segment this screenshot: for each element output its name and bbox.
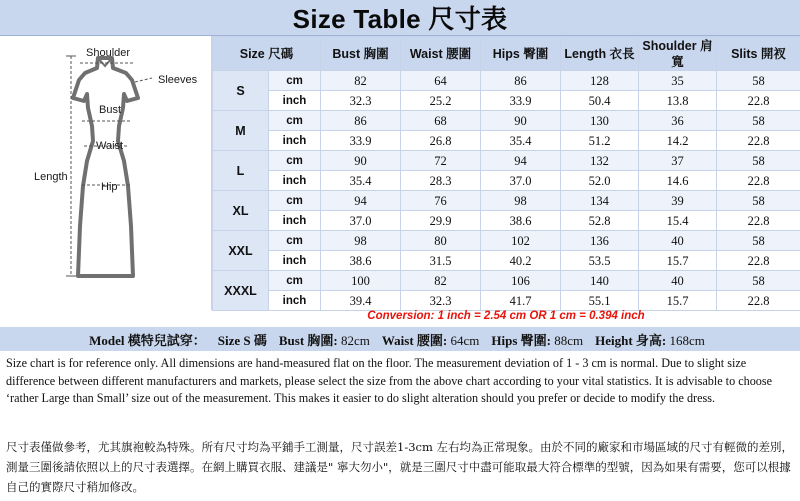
table-cell: 38.6 <box>481 211 561 231</box>
table-cell: 15.4 <box>639 211 717 231</box>
table-cell: 64 <box>401 71 481 91</box>
table-row <box>213 231 800 251</box>
table-cell: 86 <box>321 111 401 131</box>
english-note: Size chart is for reference only. All dimensions are hand-measured flat on the floor. The measurement deviation of 1 - 3 cm is normal. Due to slight size difference between different manufacturers and markets, please select the size from the above chart according to your vital statistics. It is advisable to choose ‘rather Large than Small’ size out of the measurement. This makes it easier to do slight alteration should you prefer or decide to modify the dress. <box>6 356 773 405</box>
diagram-label-waist: Waist <box>96 140 124 152</box>
table-cell: 50.4 <box>561 91 639 111</box>
table-cell: 40 <box>639 231 717 251</box>
table-row <box>213 251 800 271</box>
table-cell: 25.2 <box>401 91 481 111</box>
table-cell: 28.3 <box>401 171 481 191</box>
size-label: S <box>213 71 269 111</box>
table-cell: 33.9 <box>321 131 401 151</box>
table-row <box>213 191 800 211</box>
unit-inch: inch <box>269 131 321 151</box>
table-cell: 51.2 <box>561 131 639 151</box>
header-shoulder: Shoulder 肩寬 <box>639 37 717 71</box>
table-cell: 134 <box>561 191 639 211</box>
unit-inch: inch <box>269 211 321 231</box>
table-cell: 40 <box>639 271 717 291</box>
table-cell: 22.8 <box>717 291 800 311</box>
table-cell: 22.8 <box>717 131 800 151</box>
table-cell: 58 <box>717 271 800 291</box>
conversion-note: Conversion: 1 inch = 2.54 cm OR 1 cm = 0.394 inch <box>367 310 645 322</box>
table-cell: 94 <box>481 151 561 171</box>
header-waist: Waist 腰圍 <box>401 37 481 71</box>
table-row <box>213 151 800 171</box>
unit-cm: cm <box>269 191 321 211</box>
table-cell: 37 <box>639 151 717 171</box>
model-info-bar <box>0 327 800 351</box>
table-cell: 82 <box>321 71 401 91</box>
unit-cm: cm <box>269 71 321 91</box>
table-cell: 35 <box>639 71 717 91</box>
table-cell: 15.7 <box>639 251 717 271</box>
table-cell: 100 <box>321 271 401 291</box>
model-size: Size S 碼 <box>217 332 267 348</box>
title-bar <box>0 0 800 36</box>
table-cell: 41.7 <box>481 291 561 311</box>
unit-inch: inch <box>269 291 321 311</box>
table-cell: 22.8 <box>717 171 800 191</box>
table-cell: 32.3 <box>321 91 401 111</box>
table-row <box>213 91 800 111</box>
header-bust: Bust 胸圍 <box>321 37 401 71</box>
table-cell: 102 <box>481 231 561 251</box>
table-row <box>213 291 800 311</box>
table-row <box>213 71 800 91</box>
table-cell: 22.8 <box>717 91 800 111</box>
size-table <box>212 36 800 311</box>
table-cell: 26.8 <box>401 131 481 151</box>
table-cell: 58 <box>717 191 800 211</box>
diagram-label-hip: Hip <box>101 181 118 193</box>
table-cell: 58 <box>717 111 800 131</box>
table-cell: 39.4 <box>321 291 401 311</box>
table-cell: 32.3 <box>401 291 481 311</box>
model-hips: Hips 臀圍: 88cm <box>491 332 584 348</box>
table-cell: 35.4 <box>321 171 401 191</box>
table-cell: 136 <box>561 231 639 251</box>
table-cell: 76 <box>401 191 481 211</box>
diagram-label-sleeves: Sleeves <box>158 74 198 86</box>
table-cell: 15.7 <box>639 291 717 311</box>
table-cell: 31.5 <box>401 251 481 271</box>
table-cell: 22.8 <box>717 211 800 231</box>
table-cell: 52.0 <box>561 171 639 191</box>
diagram-label-bust: Bust <box>99 104 122 116</box>
table-cell: 72 <box>401 151 481 171</box>
header-size: Size 尺碼 <box>213 37 321 71</box>
table-cell: 13.8 <box>639 91 717 111</box>
size-label: XXXL <box>213 271 269 311</box>
page-title: Size Table 尺寸表 <box>292 4 508 34</box>
table-cell: 14.6 <box>639 171 717 191</box>
table-cell: 86 <box>481 71 561 91</box>
table-row <box>213 211 800 231</box>
header-hips: Hips 臀圍 <box>481 37 561 71</box>
table-cell: 140 <box>561 271 639 291</box>
table-cell: 53.5 <box>561 251 639 271</box>
table-cell: 98 <box>321 231 401 251</box>
table-cell: 58 <box>717 231 800 251</box>
table-cell: 98 <box>481 191 561 211</box>
table-cell: 106 <box>481 271 561 291</box>
table-cell: 52.8 <box>561 211 639 231</box>
model-waist: Waist 腰圍: 64cm <box>381 332 480 348</box>
table-cell: 90 <box>321 151 401 171</box>
table-cell: 33.9 <box>481 91 561 111</box>
table-cell: 94 <box>321 191 401 211</box>
unit-cm: cm <box>269 151 321 171</box>
table-cell: 40.2 <box>481 251 561 271</box>
table-cell: 35.4 <box>481 131 561 151</box>
header-slits: Slits 開衩 <box>717 37 800 71</box>
size-label: XXL <box>213 231 269 271</box>
diagram-label-shoulder: Shoulder <box>86 47 131 59</box>
size-label: L <box>213 151 269 191</box>
dress-diagram <box>0 36 212 310</box>
table-cell: 38.6 <box>321 251 401 271</box>
table-header-row <box>213 37 800 71</box>
table-cell: 132 <box>561 151 639 171</box>
table-row <box>213 271 800 291</box>
table-cell: 128 <box>561 71 639 91</box>
model-height: Height 身高: 168cm <box>595 332 705 348</box>
model-bust: Bust 胸圍: 82cm <box>278 332 370 348</box>
table-cell: 22.8 <box>717 251 800 271</box>
model-label: Model 模特兒試穿： <box>89 332 206 348</box>
size-label: XL <box>213 191 269 231</box>
table-cell: 36 <box>639 111 717 131</box>
table-cell: 58 <box>717 151 800 171</box>
table-cell: 29.9 <box>401 211 481 231</box>
table-cell: 80 <box>401 231 481 251</box>
table-cell: 130 <box>561 111 639 131</box>
table-cell: 39 <box>639 191 717 211</box>
unit-inch: inch <box>269 171 321 191</box>
chinese-note: 尺寸表僅做參考，尤其旗袍較為特殊。所有尺寸均為平鋪手工測量，尺寸誤差1-3cm 左右均為正常現象。由於不同的廠家和市場區域的尺寸有輕微的差別，測量三圍後請依照以上的尺寸表選擇。在網上購買衣服、建議是" 寧大勿小"，就是三圍尺寸中盡可能取最大符合標準的型號，因為如果有需要，您可以根據自己的實際尺寸稍加修改。 <box>6 440 794 494</box>
unit-cm: cm <box>269 271 321 291</box>
table-cell: 37.0 <box>321 211 401 231</box>
table-cell: 90 <box>481 111 561 131</box>
table-cell: 37.0 <box>481 171 561 191</box>
size-label: M <box>213 111 269 151</box>
diagram-label-length: Length <box>34 171 68 183</box>
table-cell: 58 <box>717 71 800 91</box>
unit-cm: cm <box>269 231 321 251</box>
unit-inch: inch <box>269 91 321 111</box>
header-length: Length 衣長 <box>561 37 639 71</box>
table-cell: 14.2 <box>639 131 717 151</box>
unit-cm: cm <box>269 111 321 131</box>
table-row <box>213 171 800 191</box>
table-cell: 82 <box>401 271 481 291</box>
table-row <box>213 131 800 151</box>
table-row <box>213 111 800 131</box>
table-cell: 55.1 <box>561 291 639 311</box>
unit-inch: inch <box>269 251 321 271</box>
table-cell: 68 <box>401 111 481 131</box>
